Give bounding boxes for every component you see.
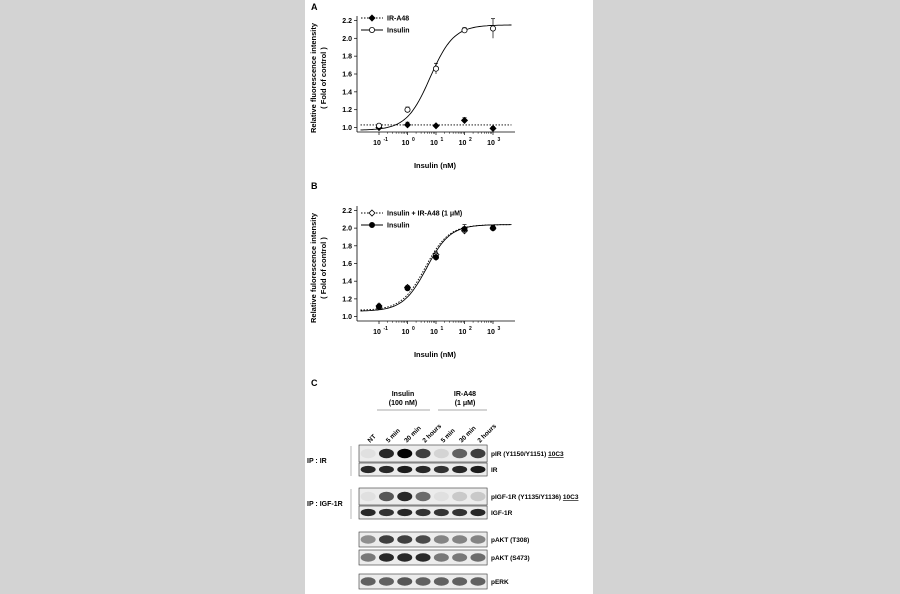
chart-a-legend-marker (369, 15, 375, 21)
lane-label-0: NT (366, 433, 378, 445)
chart-a-xtick-exponent: -1 (383, 137, 388, 143)
chart-a-legend-label: IR-A48 (387, 15, 410, 23)
chart-b-point-1-1 (405, 286, 410, 291)
ip-ir-label: IP : IR (307, 458, 327, 465)
chart-a-point-1-1 (405, 107, 410, 112)
blot-row-label-3: IGF-1R (491, 510, 513, 517)
chart-a-ytick-label: 1.6 (342, 71, 352, 79)
lane-label-4: 5 min (439, 427, 457, 445)
blot-band-2-3 (416, 492, 431, 502)
blot-band-2-4 (434, 492, 449, 502)
chart-a-legend-label: Insulin (387, 27, 410, 35)
blot-band-2-2 (397, 492, 412, 502)
chart-b-ytick-label: 2.0 (342, 225, 352, 233)
chart-b-xtick-exponent: -1 (383, 326, 388, 332)
group-label-ira48: IR-A48 (453, 391, 477, 398)
ip-igf1r-label: IP : IGF-1R (307, 501, 343, 508)
chart-a-point-0-2 (433, 123, 439, 129)
chart-b-point-1-2 (433, 255, 438, 260)
chart-a-xtick-exponent: 1 (440, 137, 444, 143)
chart-b-point-1-4 (490, 226, 495, 231)
blot-band-5-1 (379, 553, 394, 561)
blot-band-0-4 (434, 449, 449, 459)
chart-b-xtick-label: 10 (401, 329, 410, 336)
blot-band-3-1 (379, 509, 394, 516)
chart-b-xtick-exponent: 3 (497, 326, 501, 332)
lane-label-2: 30 min (403, 424, 423, 445)
blot-row-label-4: pAKT (T308) (491, 537, 530, 544)
chart-b-legend-label: Insulin + IR-A48 (1 μM) (387, 210, 463, 218)
chart-a-ytick-label: 1.8 (342, 53, 352, 61)
blot-band-6-4 (434, 577, 449, 585)
chart-b-point-1-0 (376, 304, 381, 309)
chart-b-ytick-label: 1.4 (342, 278, 352, 286)
blot-band-3-5 (452, 509, 467, 516)
blot-band-1-4 (434, 466, 449, 473)
chart-a-xtick-label: 10 (373, 140, 381, 147)
blot-band-6-0 (361, 577, 376, 585)
blot-band-4-2 (397, 535, 412, 543)
chart-b-fit-line-0 (361, 222, 512, 310)
chart-b-xtick-label: 10 (430, 329, 438, 336)
chart-a-point-1-3 (462, 28, 467, 33)
blot-band-3-6 (470, 509, 485, 516)
blot-band-0-5 (452, 449, 467, 459)
blot-band-2-6 (470, 492, 485, 502)
blot-band-5-5 (452, 553, 467, 561)
chart-a-xtick-label: 10 (487, 140, 495, 147)
western-blot (307, 391, 579, 589)
group-label-insulin-dose: (100 nM) (388, 400, 418, 407)
blot-band-5-0 (361, 553, 376, 561)
chart-b-xtick-exponent: 0 (412, 326, 415, 332)
blot-row-label-5: pAKT (S473) (491, 555, 530, 562)
chart-b-legend-marker (369, 222, 374, 227)
chart-b-legend-marker (369, 210, 375, 216)
figure-page (305, 0, 593, 594)
chart-b-ytick-label: 1.8 (342, 243, 352, 251)
lane-label-6: 2 hours (476, 422, 498, 445)
lane-label-5: 30 min (458, 424, 478, 445)
group-label-ira48-dose: (1 μM) (454, 400, 476, 407)
blot-band-5-2 (397, 553, 412, 561)
blot-band-1-2 (397, 466, 412, 473)
chart-b-xtick-label: 10 (458, 329, 467, 336)
blot-band-5-3 (416, 553, 431, 561)
chart-a-point-1-2 (433, 66, 438, 71)
blot-band-2-0 (361, 492, 376, 502)
blot-band-3-0 (361, 509, 376, 516)
chart-a-point-1-4 (490, 26, 495, 31)
blot-row-label-suffix: 10C3 (562, 494, 579, 501)
figure-svg (305, 0, 593, 594)
chart-a-point-0-3 (462, 117, 468, 123)
blot-row-label-2: pIGF-1R (Y1135/Y1136) 10C3 (491, 494, 579, 501)
blot-band-3-2 (397, 509, 412, 516)
blot-band-0-3 (416, 449, 431, 459)
chart-b-xtick-label: 10 (487, 329, 495, 336)
chart-a-xtick-exponent: 2 (469, 137, 472, 143)
panel-label-a: A (311, 2, 318, 12)
chart-b-ytick-label: 2.2 (342, 207, 352, 215)
blot-row-label-1: IR (491, 467, 498, 474)
blot-band-1-0 (361, 466, 376, 473)
blot-band-6-2 (397, 577, 412, 585)
chart-a-xtick-label: 10 (401, 140, 410, 147)
chart-a-xtick-exponent: 0 (412, 137, 415, 143)
chart-a-legend-marker (369, 27, 374, 32)
blot-band-0-0 (361, 449, 376, 459)
blot-band-4-5 (452, 535, 467, 543)
blot-band-6-3 (416, 577, 431, 585)
panel-label-c: C (311, 378, 318, 388)
blot-row-label-6: pERK (491, 579, 509, 586)
blot-band-1-6 (470, 466, 485, 473)
blot-band-4-0 (361, 535, 376, 543)
blot-band-5-6 (470, 553, 485, 561)
chart-b-ylabel: Relative fulorescence intensity (309, 212, 318, 324)
chart-a-ytick-label: 2.0 (342, 35, 352, 43)
blot-band-5-4 (434, 553, 449, 561)
chart-a-ylabel2: ( Fold of control ) (319, 47, 328, 109)
chart-b-ytick-label: 1.6 (342, 261, 352, 268)
blot-band-6-5 (452, 577, 467, 585)
chart-b-xtick-label: 10 (373, 329, 381, 336)
chart-a (309, 15, 515, 170)
chart-b-ytick-label: 1.2 (342, 296, 352, 304)
chart-a-ytick-label: 1.4 (342, 89, 352, 97)
blot-row-label-0: pIR (Y1150/Y1151) 10C3 (491, 451, 564, 458)
blot-row-label-suffix: 10C3 (548, 451, 564, 458)
blot-band-6-6 (470, 577, 485, 585)
chart-a-xlabel: Insulin (nM) (413, 161, 457, 170)
blot-band-0-2 (397, 449, 412, 459)
blot-band-4-6 (470, 535, 485, 543)
chart-a-point-0-4 (490, 125, 496, 131)
chart-a-ytick-label: 1.0 (342, 125, 352, 133)
blot-band-4-3 (416, 535, 431, 543)
chart-b-legend-label: Insulin (387, 222, 410, 230)
chart-a-xtick-label: 10 (430, 140, 438, 147)
lane-label-1: 5 min (384, 427, 402, 445)
chart-a-xtick-label: 10 (458, 140, 467, 147)
blot-band-3-3 (416, 509, 431, 516)
chart-a-point-1-0 (376, 123, 381, 128)
panel-label-b: B (311, 181, 318, 191)
blot-band-4-4 (434, 535, 449, 543)
chart-b-ytick-label: 1.0 (342, 314, 352, 322)
group-label-insulin: Insulin (391, 391, 415, 398)
lane-label-3: 2 hours (421, 422, 444, 445)
chart-b-xtick-exponent: 1 (440, 326, 444, 332)
blot-band-1-1 (379, 466, 394, 473)
chart-a-point-0-1 (405, 122, 411, 128)
blot-band-2-1 (379, 492, 394, 502)
blot-band-1-3 (416, 466, 431, 473)
chart-a-xtick-exponent: 3 (497, 137, 501, 143)
chart-b (309, 206, 515, 359)
blot-band-4-1 (379, 535, 394, 543)
blot-band-6-1 (379, 577, 394, 585)
blot-band-3-4 (434, 509, 449, 516)
blot-band-0-6 (470, 449, 485, 459)
blot-band-2-5 (452, 492, 467, 502)
chart-b-xtick-exponent: 2 (469, 326, 472, 332)
chart-b-fit-line-1 (361, 222, 512, 311)
chart-a-ytick-label: 2.2 (342, 17, 352, 25)
chart-a-ytick-label: 1.2 (342, 107, 352, 115)
blot-band-0-1 (379, 449, 394, 459)
chart-b-ylabel2: ( Fold of control ) (319, 237, 328, 299)
chart-a-ylabel: Relative fluorescence intensity (309, 22, 318, 134)
chart-b-xlabel: Insulin (nM) (413, 350, 457, 359)
chart-a-fit-line-1 (361, 25, 512, 130)
chart-b-point-1-3 (462, 226, 467, 231)
blot-band-1-5 (452, 466, 467, 473)
